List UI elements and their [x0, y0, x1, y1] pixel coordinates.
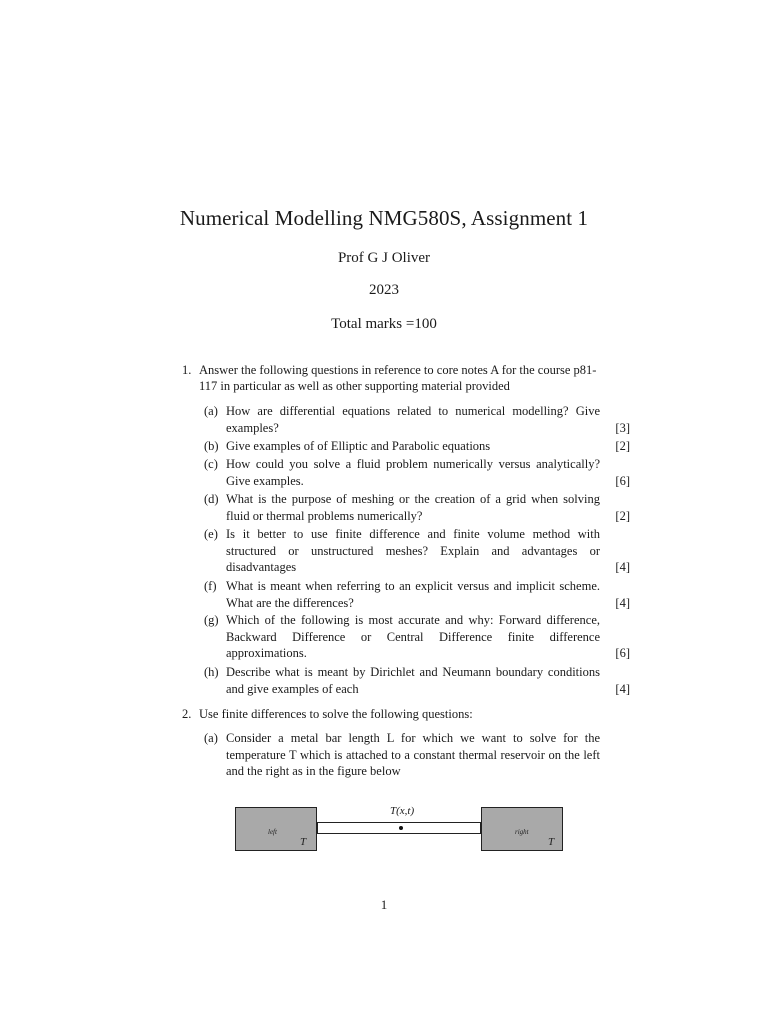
- question-part: [204, 612, 630, 662]
- part-label: (f): [204, 579, 217, 593]
- part-label: (b): [204, 439, 219, 453]
- part-label: (g): [204, 613, 219, 627]
- question-part: [204, 526, 630, 576]
- question-part: [204, 491, 630, 524]
- question-text: Use finite differences to solve the following questions:: [199, 707, 473, 721]
- bar-figure: [235, 800, 565, 854]
- question-part: [204, 438, 630, 455]
- part-text: Describe what is meant by Dirichlet and Neumann boundary conditions and give examples of each: [226, 665, 600, 696]
- question-number: 2.: [182, 707, 192, 721]
- right-reservoir: [481, 807, 563, 851]
- part-text: How could you solve a fluid problem numerically versus analytically? Give examples.: [226, 457, 600, 488]
- right-reservoir-subscript: right: [515, 828, 529, 837]
- left-reservoir-label: T: [300, 836, 307, 848]
- part-label: (a): [204, 731, 218, 745]
- question-part: [204, 403, 630, 436]
- part-text: What is meant when referring to an explicit versus and implicit scheme. What are the differences?: [226, 579, 600, 610]
- year: 2023: [369, 282, 399, 298]
- point-marker: [399, 826, 403, 830]
- part-label: (e): [204, 527, 218, 541]
- part-text: Which of the following is most accurate and why: Forward difference, Backward Difference or Central Difference finite difference approximations.: [226, 613, 600, 660]
- part-marks: [4]: [615, 681, 630, 696]
- part-marks: [4]: [615, 595, 630, 610]
- part-marks: [6]: [615, 646, 630, 660]
- part-marks: [6]: [615, 473, 630, 488]
- part-text: What is the purpose of meshing or the creation of a grid when solving fluid or thermal problems numerically?: [226, 492, 600, 523]
- page-number: 1: [380, 897, 388, 912]
- question-number: 1.: [182, 363, 192, 377]
- part-label: (d): [204, 492, 219, 506]
- question-part: [204, 578, 630, 611]
- part-label: (h): [204, 665, 219, 679]
- left-reservoir-subscript: left: [268, 828, 277, 837]
- part-text: How are differential equations related to numerical modelling? Give examples?: [226, 404, 600, 435]
- part-text: Give examples of of Elliptic and Parabolic equations: [226, 439, 491, 453]
- part-text: Is it better to use finite difference and finite volume method with structured or unstructured meshes? Explain and advantages or disadvantages: [226, 527, 600, 574]
- left-reservoir: [235, 807, 317, 851]
- question-part: [204, 730, 630, 780]
- question-part: [204, 456, 630, 489]
- question-1: [182, 362, 602, 394]
- document-title: Numerical Modelling NMG580S, Assignment 1: [179, 206, 589, 230]
- bar-temperature-label: T(x,t): [390, 805, 415, 817]
- part-marks: [4]: [615, 560, 630, 574]
- question-part: [204, 664, 630, 697]
- part-marks: [2]: [615, 439, 630, 453]
- part-marks: [3]: [615, 420, 630, 435]
- author: Prof G J Oliver: [337, 250, 431, 266]
- right-reservoir-label: T: [548, 836, 555, 848]
- part-label: (a): [204, 404, 218, 418]
- question-text: Answer the following questions in reference to core notes A for the course p81-117 in particular as well as other supporting material provided: [199, 363, 597, 393]
- question-2: [182, 706, 602, 722]
- part-text: Consider a metal bar length L for which we want to solve for the temperature T which is attached to a constant thermal reservoir on the left and the right as in the figure below: [226, 731, 600, 778]
- part-marks: [2]: [615, 508, 630, 523]
- total-marks: Total marks =100: [331, 316, 437, 332]
- part-label: (c): [204, 457, 218, 471]
